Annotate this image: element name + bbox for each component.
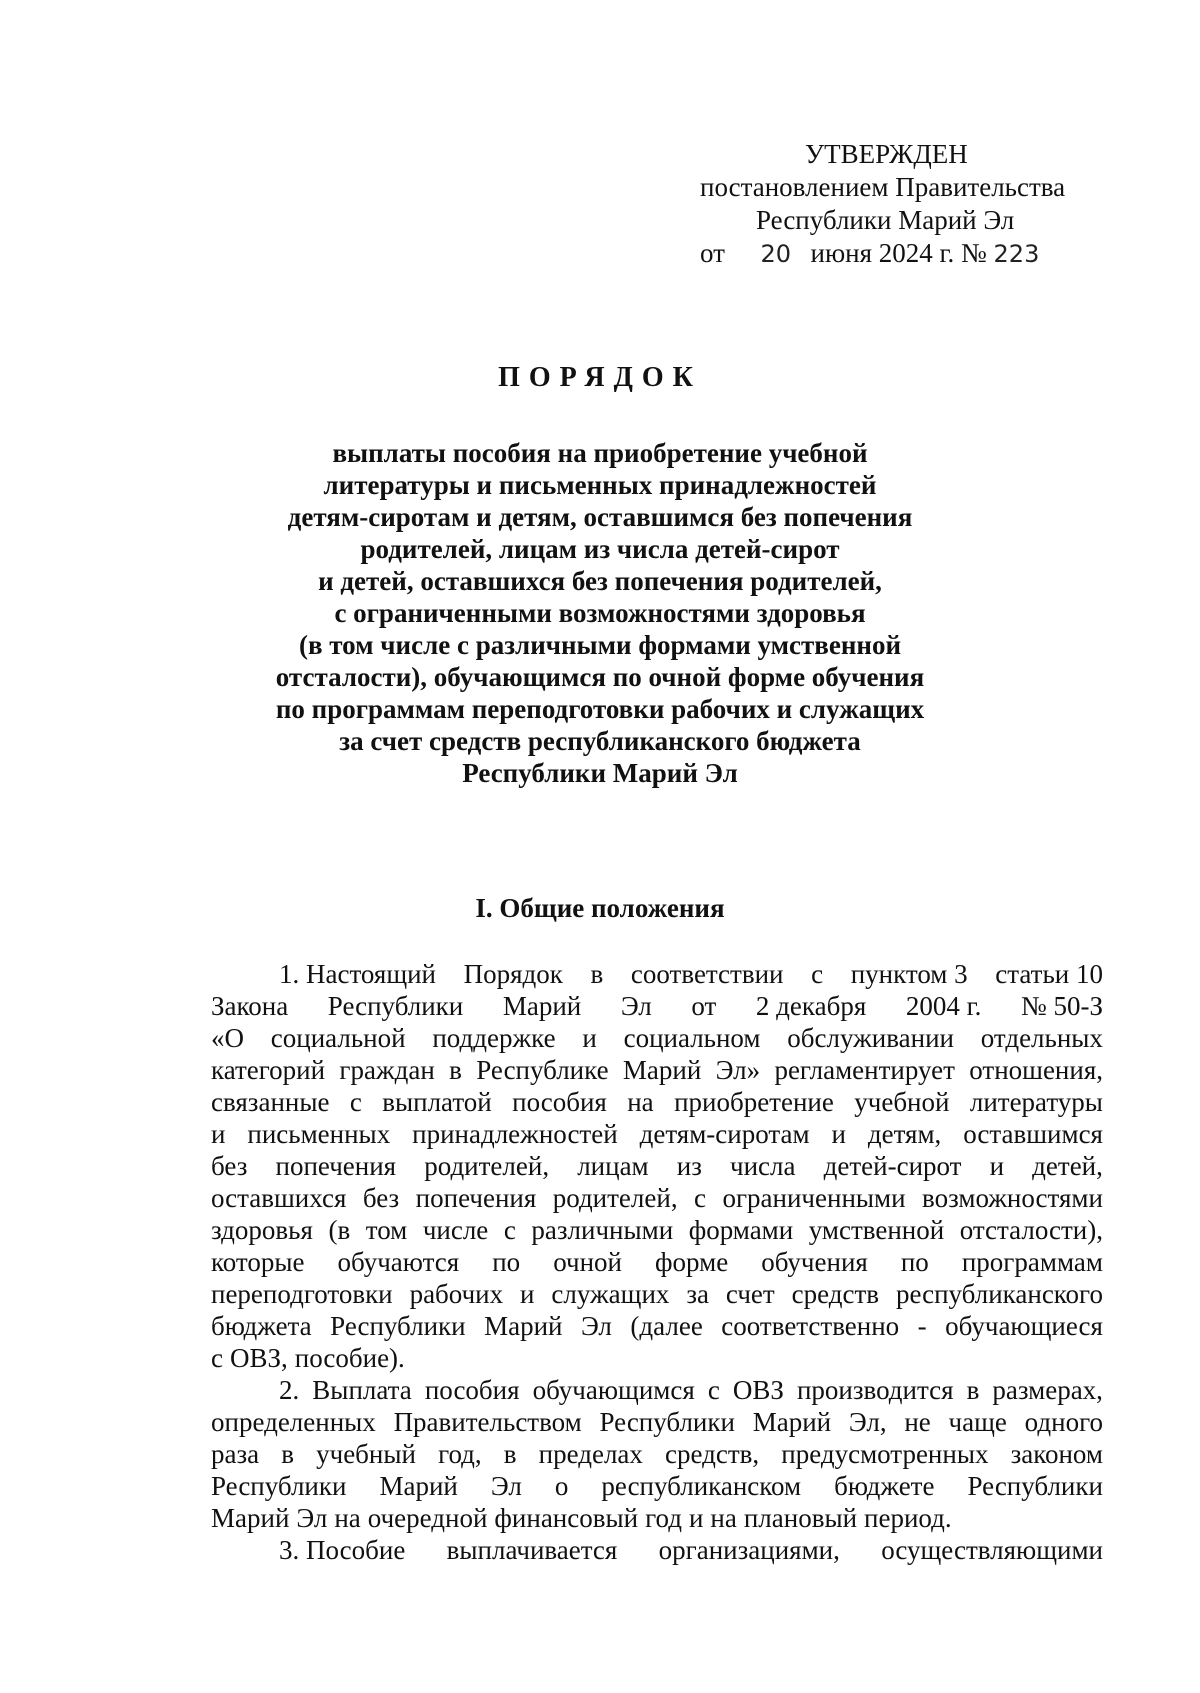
- body-word: и: [831, 1119, 846, 1149]
- body-word: на: [710, 1503, 737, 1533]
- approval-title: УТВЕРЖДЕН: [805, 139, 968, 169]
- body-word: здоровья: [211, 1215, 313, 1245]
- body-word: и: [211, 1119, 226, 1149]
- body-word: Эл: [620, 991, 652, 1021]
- body-word: попечения: [415, 1183, 537, 1213]
- body-word: в: [966, 1375, 980, 1405]
- body-word: с: [503, 1215, 516, 1245]
- body-word: производится: [796, 1375, 954, 1405]
- body-word: формами: [688, 1215, 794, 1245]
- body-word: пунктом 3: [850, 959, 968, 989]
- body-word: родителей,: [424, 1151, 550, 1181]
- body-word: бюджета: [211, 1311, 312, 1341]
- body-word: обучаются: [337, 1247, 460, 1277]
- body-word: № 50-З: [1020, 991, 1103, 1021]
- body-word: (в: [328, 1215, 351, 1245]
- body-line: [211, 1502, 1103, 1534]
- body-line: [211, 958, 1103, 990]
- body-word: с: [811, 959, 824, 989]
- body-word: отсталости),: [959, 1215, 1103, 1245]
- body-word: Эл: [580, 1311, 612, 1341]
- body-word: чаще: [948, 1407, 1007, 1437]
- body-word: республиканского: [895, 1279, 1103, 1309]
- body-word: том: [365, 1215, 408, 1245]
- body-word: очной: [553, 1247, 622, 1277]
- body-word: Республики: [599, 1407, 735, 1437]
- body-word: определенных: [211, 1407, 376, 1437]
- body-word: граждан: [339, 1055, 435, 1085]
- body-word: детям,: [867, 1119, 942, 1149]
- body-word: категорий: [211, 1055, 326, 1085]
- body-word: обучения: [761, 1247, 868, 1277]
- body-word: Республики: [330, 1311, 466, 1341]
- body-word: осуществляющими: [881, 1535, 1103, 1565]
- approval-line-1: постановлением Правительства: [700, 172, 1066, 202]
- body-line: [211, 1182, 1103, 1214]
- body-word: поддержке: [432, 1023, 556, 1053]
- body-word: организациями,: [658, 1535, 840, 1565]
- body-word: и: [989, 1151, 1005, 1181]
- document-title: ПОРЯДОК: [498, 362, 702, 393]
- body-word: Эл,: [848, 1407, 887, 1437]
- body-line: [211, 1374, 1103, 1406]
- body-word: приобретение: [674, 1087, 834, 1117]
- body-line: [211, 1278, 1103, 1310]
- body-word: пределах: [538, 1439, 643, 1469]
- body-word: в: [503, 1439, 517, 1469]
- subtitle-line: Республики Марий Эл: [462, 758, 738, 788]
- subtitle-line: и детей, оставшихся без попечения родителей,: [318, 566, 882, 596]
- body-line: [211, 1086, 1103, 1118]
- body-word: 1. Настоящий: [279, 959, 437, 989]
- document-subtitle: [200, 437, 1000, 789]
- body-word: средств: [791, 1279, 880, 1309]
- body-word: -: [917, 1311, 927, 1341]
- body-word: форме: [655, 1247, 729, 1277]
- body-word: Марий: [622, 1055, 702, 1085]
- body-word: Эл: [490, 1471, 522, 1501]
- body-word: с: [211, 1343, 223, 1373]
- body-word: обучающиеся: [945, 1311, 1103, 1341]
- body-word: детям-сиротам: [639, 1119, 810, 1149]
- body-word: Правительством: [393, 1407, 582, 1437]
- body-word: на: [334, 1503, 361, 1533]
- body-word: пособия: [424, 1375, 520, 1405]
- body-word: из: [676, 1151, 702, 1181]
- subtitle-line: отсталости), обучающимся по очной форме обучения: [275, 662, 925, 692]
- subtitle-line: по программам переподготовки рабочих и служащих: [275, 694, 925, 724]
- body-word: отдельных: [980, 1023, 1103, 1053]
- subtitle-line: детям-сиротам и детям, оставшимся без попечения: [287, 502, 913, 532]
- body-word: Республики: [211, 1471, 347, 1501]
- body-word: по: [900, 1247, 929, 1277]
- body-word: (далее: [630, 1311, 703, 1341]
- body-word: рабочих: [409, 1279, 504, 1309]
- approval-date-day: 20: [760, 240, 791, 268]
- body-word: с: [694, 1183, 707, 1213]
- body-line: [211, 1470, 1103, 1502]
- body-word: за: [686, 1279, 709, 1309]
- body-word: 2 декабря: [755, 991, 867, 1021]
- body-word: период.: [864, 1503, 952, 1533]
- body-word: Закона: [211, 991, 289, 1021]
- body-word: и: [582, 1023, 597, 1053]
- body-word: социальном: [623, 1023, 761, 1053]
- approval-number: 223: [993, 240, 1040, 268]
- body-word: от: [691, 991, 717, 1021]
- subtitle-line: с ограниченными возможностями здоровья: [334, 598, 866, 628]
- body-word: возможностями: [922, 1183, 1103, 1213]
- body-word: письменных: [247, 1119, 391, 1149]
- body-line: [211, 990, 1103, 1022]
- body-word: оставшимся: [963, 1119, 1103, 1149]
- body-word: детей,: [1032, 1151, 1103, 1181]
- body-word: бюджете: [834, 1471, 935, 1501]
- body-word: социальной: [270, 1023, 406, 1053]
- body-word: счет: [725, 1279, 775, 1309]
- body-word: выплачивается: [446, 1535, 618, 1565]
- body-word: ограниченными: [722, 1183, 906, 1213]
- body-word: выплатой: [382, 1087, 492, 1117]
- body-word: с: [349, 1087, 362, 1117]
- body-word: с: [707, 1375, 720, 1405]
- body-word: которые: [211, 1247, 305, 1277]
- approval-date-prefix: от: [700, 238, 725, 268]
- body-word: 2.: [279, 1375, 300, 1405]
- approval-date-line: [693, 237, 1100, 271]
- body-word: Эл: [296, 1503, 328, 1533]
- body-word: на: [627, 1087, 654, 1117]
- body-word: ОВЗ: [732, 1375, 784, 1405]
- body-word: принадлежностей: [412, 1119, 618, 1149]
- body-word: Эл»: [715, 1055, 761, 1085]
- body-word: Республике: [476, 1055, 609, 1085]
- body-word: отношения,: [969, 1055, 1103, 1085]
- body-word: Марий: [484, 1311, 563, 1341]
- body-word: Порядок: [463, 959, 563, 989]
- body-word: без: [211, 1151, 248, 1181]
- body-word: ОВЗ,: [229, 1343, 288, 1373]
- body-word: оставшихся: [211, 1183, 347, 1213]
- body-word: связанные: [211, 1087, 330, 1117]
- body-word: плановый: [743, 1503, 858, 1533]
- body-word: размерах,: [992, 1375, 1103, 1405]
- body-word: Марий: [752, 1407, 832, 1437]
- body-word: предусмотренных: [781, 1439, 989, 1469]
- body-word: пособие).: [294, 1343, 405, 1373]
- body-line: [211, 1150, 1103, 1182]
- body-word: Республики: [327, 991, 464, 1021]
- body-word: без: [362, 1183, 400, 1213]
- body-line: [211, 1246, 1103, 1278]
- approval-line-2: Республики Марий Эл: [756, 205, 1015, 235]
- body-text: [211, 958, 1103, 1566]
- body-line: [211, 1406, 1103, 1438]
- body-word: очередной: [367, 1503, 488, 1533]
- body-word: 2004 г.: [905, 991, 982, 1021]
- body-word: детей-сирот: [823, 1151, 962, 1181]
- body-word: Выплата: [312, 1375, 412, 1405]
- subtitle-line: литературы и письменных принадлежностей: [323, 470, 877, 500]
- body-word: обучающимся: [532, 1375, 695, 1405]
- body-word: регламентирует: [774, 1055, 955, 1085]
- body-line: [211, 1214, 1103, 1246]
- body-word: служащих: [551, 1279, 670, 1309]
- body-word: числа: [730, 1151, 796, 1181]
- subtitle-line: за счет средств республиканского бюджета: [339, 726, 861, 756]
- body-word: соответствии: [630, 959, 784, 989]
- subtitle-line: (в том числе с различными формами умственной: [298, 630, 902, 660]
- body-word: соответственно: [721, 1311, 900, 1341]
- body-line: [211, 1310, 1103, 1342]
- body-word: республиканском: [601, 1471, 802, 1501]
- subtitle-line: выплаты пособия на приобретение учебной: [332, 438, 868, 468]
- body-word: и: [520, 1279, 535, 1309]
- subtitle-line: родителей, лицам из числа детей-сирот: [360, 534, 840, 564]
- body-word: переподготовки: [211, 1279, 393, 1309]
- approval-stamp: [700, 138, 1100, 271]
- body-word: и: [688, 1503, 704, 1533]
- body-word: лицам: [577, 1151, 649, 1181]
- body-word: умственной: [808, 1215, 945, 1245]
- body-word: в: [449, 1055, 462, 1085]
- body-word: Марий: [379, 1471, 458, 1501]
- body-word: по: [492, 1247, 521, 1277]
- body-word: различными: [531, 1215, 674, 1245]
- body-line: [211, 1342, 1103, 1374]
- body-word: финансовый: [494, 1503, 639, 1533]
- body-line: [211, 1534, 1103, 1566]
- approval-date-rest: июня 2024 г. №: [810, 238, 987, 268]
- body-word: раза: [211, 1439, 260, 1469]
- body-word: «О: [211, 1023, 244, 1053]
- body-word: законом: [1010, 1439, 1103, 1469]
- body-word: попечения: [275, 1151, 397, 1181]
- body-word: пособия: [512, 1087, 607, 1117]
- body-word: не: [904, 1407, 931, 1437]
- body-word: обслуживании: [787, 1023, 954, 1053]
- body-word: числе: [422, 1215, 489, 1245]
- body-line: [211, 1054, 1103, 1086]
- body-word: средств,: [665, 1439, 760, 1469]
- body-word: о: [554, 1471, 569, 1501]
- body-line: [211, 1438, 1103, 1470]
- body-word: 3. Пособие: [279, 1535, 406, 1565]
- body-word: Марий: [502, 991, 582, 1021]
- body-word: программам: [961, 1247, 1103, 1277]
- body-word: год,: [438, 1439, 482, 1469]
- body-word: учебный: [316, 1439, 416, 1469]
- body-word: родителей,: [552, 1183, 678, 1213]
- body-word: в: [281, 1439, 294, 1469]
- body-word: год: [645, 1503, 682, 1533]
- section-title: I. Общие положения: [475, 893, 725, 923]
- body-word: Республики: [967, 1471, 1103, 1501]
- body-line: [211, 1118, 1103, 1150]
- body-word: Марий: [211, 1503, 290, 1533]
- body-line: [211, 1022, 1103, 1054]
- body-word: статьи 10: [995, 959, 1103, 989]
- body-word: учебной: [854, 1087, 950, 1117]
- body-word: литературы: [969, 1087, 1103, 1117]
- body-word: в: [590, 959, 604, 989]
- body-word: одного: [1024, 1407, 1103, 1437]
